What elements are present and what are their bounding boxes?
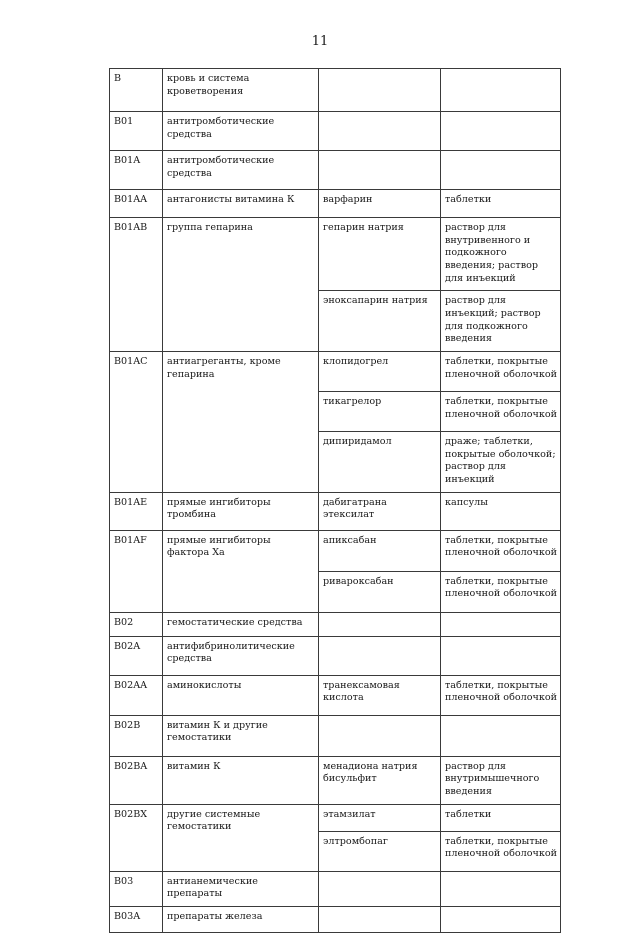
atc-code-cell: B01 xyxy=(110,112,163,151)
drug-name-cell xyxy=(319,636,441,675)
table-row xyxy=(110,530,561,571)
atc-code-cell: B02 xyxy=(110,612,163,636)
atc-code-cell: B02BX xyxy=(110,804,163,871)
table-row xyxy=(110,612,561,636)
anatomical-group-cell: витамин К xyxy=(163,756,319,804)
drug-table-body xyxy=(110,69,561,933)
table-row xyxy=(110,804,561,831)
table-row xyxy=(110,636,561,675)
dosage-form-cell: таблетки, покрытые пленочной оболочкой xyxy=(441,571,561,612)
drug-table xyxy=(109,68,561,933)
dosage-form-cell: драже; таблетки, покрытые оболочкой; раствор для инъекций xyxy=(441,431,561,492)
table-row xyxy=(110,351,561,391)
dosage-form-cell xyxy=(441,636,561,675)
table-row xyxy=(110,190,561,218)
atc-code-cell: B01A xyxy=(110,151,163,190)
atc-code-cell: B02A xyxy=(110,636,163,675)
anatomical-group-cell: антианемические препараты xyxy=(163,871,319,906)
dosage-form-cell: раствор для внутривенного и подкожного введения; раствор для инъекций xyxy=(441,218,561,291)
anatomical-group-cell: прямые ингибиторы тромбина xyxy=(163,492,319,530)
dosage-form-cell: таблетки xyxy=(441,804,561,831)
dosage-form-cell: капсулы xyxy=(441,492,561,530)
drug-name-cell xyxy=(319,112,441,151)
dosage-form-cell xyxy=(441,906,561,932)
drug-name-cell: апиксабан xyxy=(319,530,441,571)
anatomical-group-cell: антиагреганты, кроме гепарина xyxy=(163,351,319,492)
table-row xyxy=(110,906,561,932)
dosage-form-cell: таблетки, покрытые пленочной оболочкой xyxy=(441,391,561,431)
atc-code-cell: B02B xyxy=(110,715,163,756)
drug-name-cell: тикагрелор xyxy=(319,391,441,431)
dosage-form-cell xyxy=(441,112,561,151)
dosage-form-cell xyxy=(441,715,561,756)
drug-name-cell: этамзилат xyxy=(319,804,441,831)
atc-code-cell: B01AE xyxy=(110,492,163,530)
dosage-form-cell xyxy=(441,69,561,112)
table-row xyxy=(110,151,561,190)
anatomical-group-cell: антифибринолитические средства xyxy=(163,636,319,675)
atc-code-cell: B01AF xyxy=(110,530,163,612)
drug-name-cell: транексамовая кислота xyxy=(319,675,441,715)
drug-name-cell xyxy=(319,871,441,906)
drug-name-cell: менадиона натрия бисульфит xyxy=(319,756,441,804)
drug-name-cell: элтромбопаг xyxy=(319,831,441,871)
atc-code-cell: B01AA xyxy=(110,190,163,218)
table-row xyxy=(110,69,561,112)
anatomical-group-cell: антагонисты витамина К xyxy=(163,190,319,218)
drug-name-cell: эноксапарин натрия xyxy=(319,291,441,352)
dosage-form-cell: таблетки, покрытые пленочной оболочкой xyxy=(441,675,561,715)
dosage-form-cell: раствор для внутримышечного введения xyxy=(441,756,561,804)
anatomical-group-cell: кровь и система кроветворения xyxy=(163,69,319,112)
drug-name-cell: дипиридамол xyxy=(319,431,441,492)
drug-name-cell: клопидогрел xyxy=(319,351,441,391)
anatomical-group-cell: гемостатические средства xyxy=(163,612,319,636)
atc-code-cell: B01AB xyxy=(110,218,163,352)
drug-name-cell: ривароксабан xyxy=(319,571,441,612)
drug-name-cell xyxy=(319,612,441,636)
table-row xyxy=(110,112,561,151)
drug-name-cell: дабигатрана этексилат xyxy=(319,492,441,530)
anatomical-group-cell: аминокислоты xyxy=(163,675,319,715)
atc-code-cell: B xyxy=(110,69,163,112)
table-row xyxy=(110,675,561,715)
table-row xyxy=(110,871,561,906)
drug-name-cell xyxy=(319,69,441,112)
drug-name-cell: варфарин xyxy=(319,190,441,218)
atc-code-cell: B03 xyxy=(110,871,163,906)
atc-code-cell: B02AA xyxy=(110,675,163,715)
table-row xyxy=(110,715,561,756)
atc-code-cell: B03A xyxy=(110,906,163,932)
anatomical-group-cell: препараты железа xyxy=(163,906,319,932)
anatomical-group-cell: антитромботические средства xyxy=(163,151,319,190)
drug-name-cell: гепарин натрия xyxy=(319,218,441,291)
dosage-form-cell: таблетки xyxy=(441,190,561,218)
anatomical-group-cell: витамин К и другие гемостатики xyxy=(163,715,319,756)
anatomical-group-cell: прямые ингибиторы фактора Ха xyxy=(163,530,319,612)
dosage-form-cell: раствор для инъекций; раствор для подкожного введения xyxy=(441,291,561,352)
drug-name-cell xyxy=(319,715,441,756)
drug-name-cell xyxy=(319,906,441,932)
page-number: 11 xyxy=(311,34,329,49)
table-row xyxy=(110,218,561,291)
dosage-form-cell xyxy=(441,151,561,190)
dosage-form-cell: таблетки, покрытые пленочной оболочкой xyxy=(441,351,561,391)
table-row xyxy=(110,492,561,530)
anatomical-group-cell: другие системные гемостатики xyxy=(163,804,319,871)
table-row xyxy=(110,756,561,804)
anatomical-group-cell: группа гепарина xyxy=(163,218,319,352)
dosage-form-cell xyxy=(441,871,561,906)
dosage-form-cell: таблетки, покрытые пленочной оболочкой xyxy=(441,831,561,871)
anatomical-group-cell: антитромботические средства xyxy=(163,112,319,151)
dosage-form-cell: таблетки, покрытые пленочной оболочкой xyxy=(441,530,561,571)
atc-code-cell: B02BA xyxy=(110,756,163,804)
drug-name-cell xyxy=(319,151,441,190)
atc-code-cell: B01AC xyxy=(110,351,163,492)
dosage-form-cell xyxy=(441,612,561,636)
